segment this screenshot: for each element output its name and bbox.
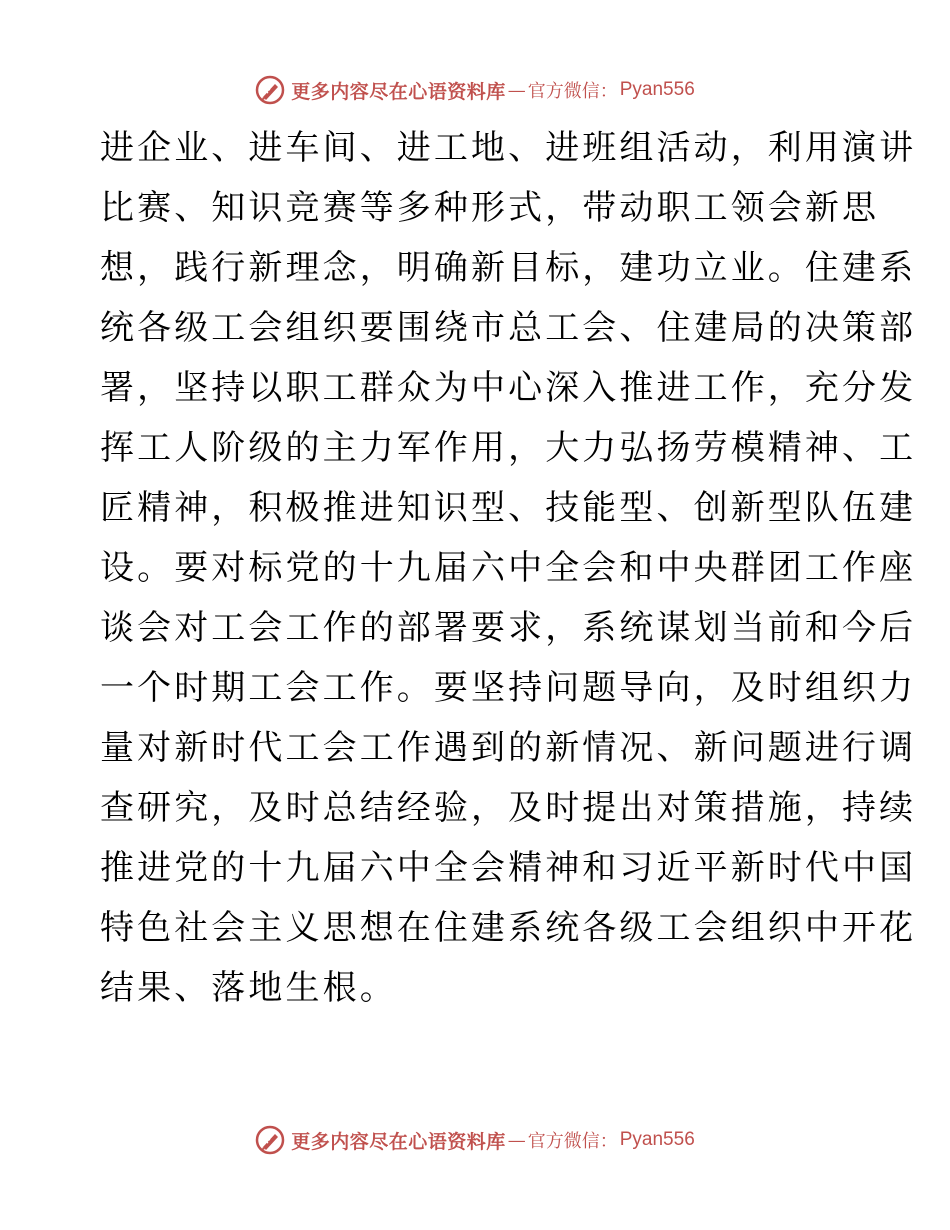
watermark-main-text: 更多内容尽在心语资料库 [291,1130,506,1153]
text-line: 一个时期工会工作。要坚持问题导向，及时组织力 [100,668,917,708]
watermark-separator: — [507,1129,526,1151]
watermark-separator: — [507,79,526,101]
text-line: 谈会对工会工作的部署要求，系统谋划当前和今后 [100,608,917,648]
watermark-label: 官方微信： [527,1131,618,1152]
header-watermark [0,70,950,110]
text-line: 查研究，及时总结经验，及时提出对策措施，持续 [100,788,917,828]
document-body [100,118,917,1018]
footer-watermark [0,1120,950,1160]
watermark-wechat-id: Pyan556 [619,79,695,100]
watermark-wechat-id: Pyan556 [619,1129,695,1150]
text-line: 署，坚持以职工群众为中心深入推进工作，充分发 [100,368,917,408]
pen-logo-icon [255,75,285,105]
pen-logo-icon [255,1125,285,1155]
text-line: 结果、落地生根。 [100,968,397,1008]
text-line: 匠精神，积极推进知识型、技能型、创新型队伍建 [100,488,917,528]
text-line: 想，践行新理念，明确新目标，建功立业。住建系 [100,248,917,288]
text-line: 量对新时代工会工作遇到的新情况、新问题进行调 [100,728,917,768]
text-line: 比赛、知识竞赛等多种形式，带动职工领会新思 [100,188,880,228]
text-line: 设。要对标党的十九届六中全会和中央群团工作座 [100,548,917,588]
text-line: 统各级工会组织要围绕市总工会、住建局的决策部 [100,308,917,348]
text-line: 推进党的十九届六中全会精神和习近平新时代中国 [100,848,917,888]
watermark-main-text: 更多内容尽在心语资料库 [291,80,506,103]
text-line: 进企业、进车间、进工地、进班组活动，利用演讲 [100,128,917,168]
watermark-label: 官方微信： [527,81,618,102]
text-line: 特色社会主义思想在住建系统各级工会组织中开花 [100,908,917,948]
text-line: 挥工人阶级的主力军作用，大力弘扬劳模精神、工 [100,428,917,468]
